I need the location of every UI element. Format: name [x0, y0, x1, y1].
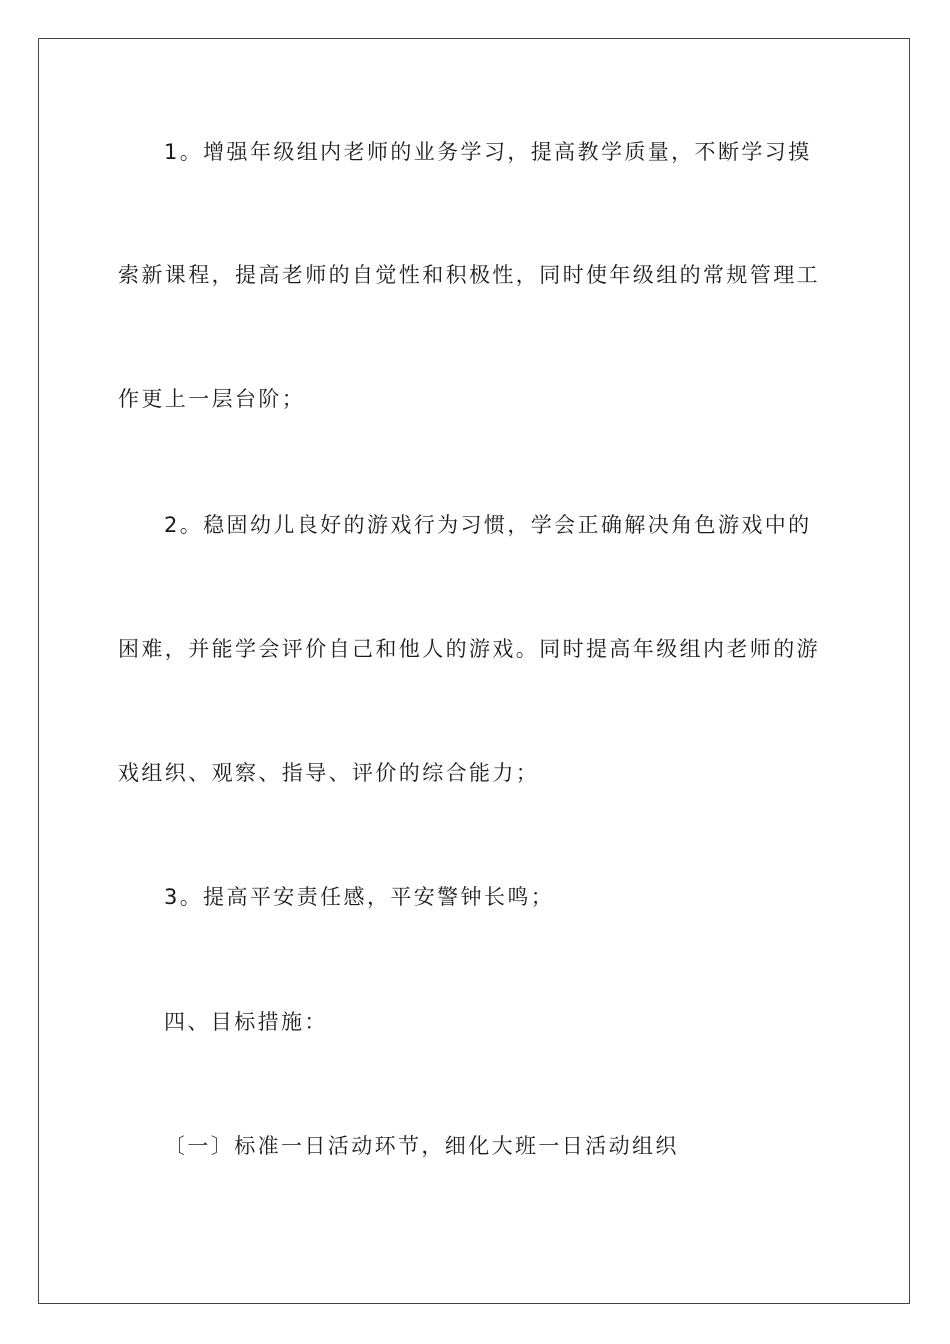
paragraph-2-line-1: 2。稳固幼儿良好的游戏行为习惯，学会正确解决角色游戏中的 — [164, 513, 812, 537]
subsection-heading: 〔一〕标准一日活动环节，细化大班一日活动组织 — [164, 1134, 679, 1158]
paragraph-1-line-1: 1。增强年级组内老师的业务学习，提高教学质量，不断学习摸 — [164, 140, 812, 164]
paragraph-2-line-3: 戏组织、观察、指导、评价的综合能力； — [118, 761, 540, 785]
paragraph-3-line-1: 3。提高平安责任感，平安警钟长鸣； — [164, 885, 555, 909]
page-border — [38, 38, 910, 1304]
paragraph-2-line-2: 困难，并能学会评价自己和他人的游戏。同时提高年级组内老师的游 — [118, 637, 820, 661]
section-heading: 四、目标措施： — [164, 1010, 328, 1034]
paragraph-1-line-2: 索新课程，提高老师的自觉性和积极性，同时使年级组的常规管理工 — [118, 263, 820, 287]
paragraph-1-line-3: 作更上一层台阶； — [118, 387, 306, 411]
